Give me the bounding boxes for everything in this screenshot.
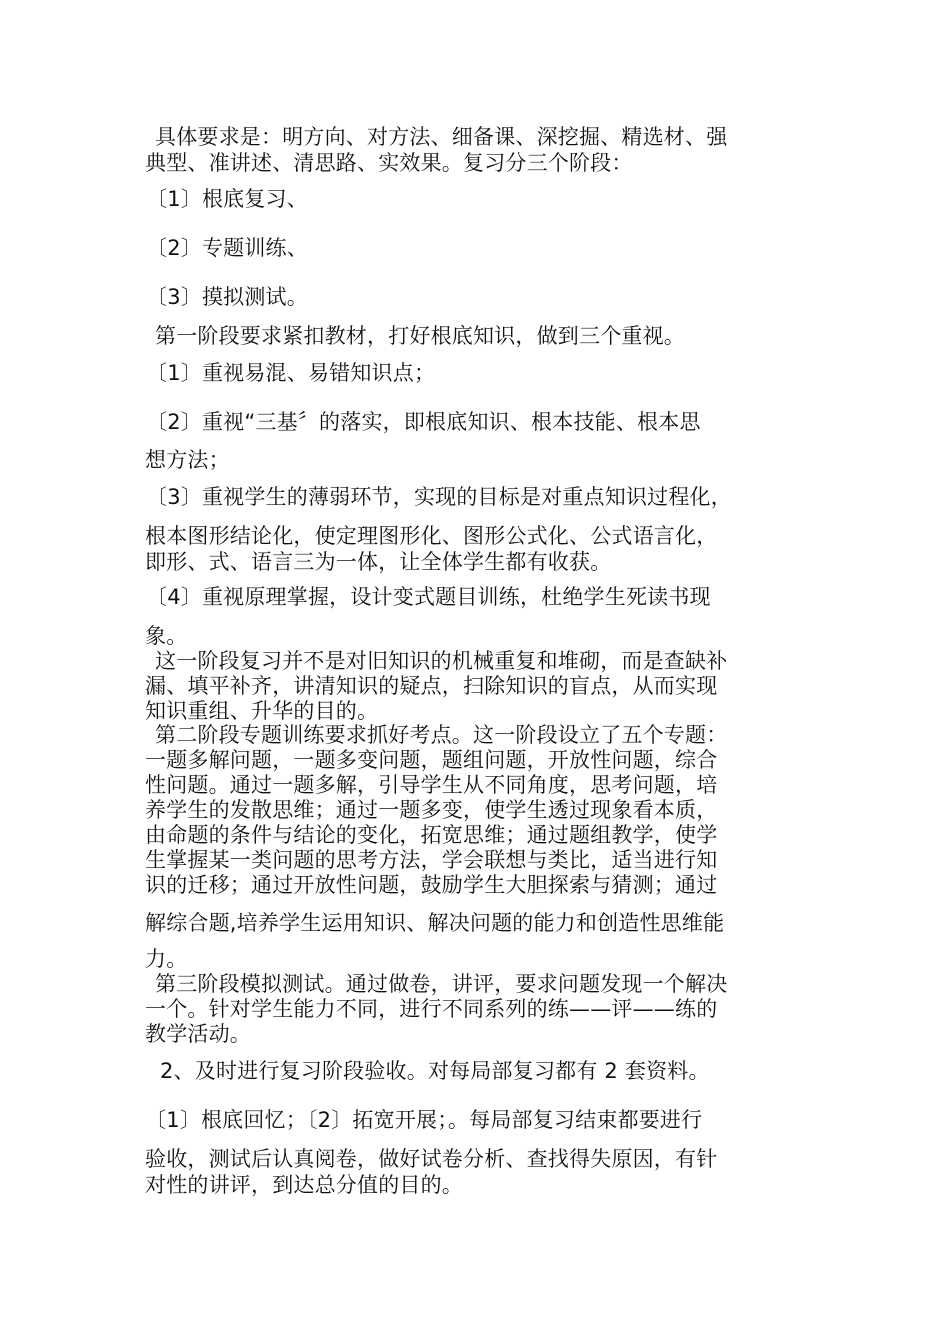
text-line: 识的迁移；通过开放性问题，鼓励学生大胆探索与猜测；通过 <box>145 873 718 897</box>
text-line: 解综合题,培养学生运用知识、解决问题的能力和创造性思维能 <box>145 911 725 935</box>
list-item: 〔4〕重视原理掌握，设计变式题目训练，杜绝学生死读书现 <box>146 585 711 609</box>
list-item: 〔1〕重视易混、易错知识点； <box>146 361 436 385</box>
text-line: 根本图形结论化，使定理图形化、图形公式化、公式语言化， <box>145 524 718 548</box>
text-line: 生掌握某一类问题的思考方法，学会联想与类比，适当进行知 <box>145 848 718 872</box>
text-line: 想方法； <box>145 448 230 472</box>
text-line: 象。 <box>145 624 188 648</box>
text-line: 具体要求是：明方向、对方法、细备课、深挖掘、精选材、强 <box>155 125 728 149</box>
text-line: 一个。针对学生能力不同，进行不同系列的练——评——练的 <box>145 997 718 1021</box>
list-item: 〔1〕根底复习、 <box>146 187 308 211</box>
list-item: 〔3〕摸拟测试。 <box>146 285 308 309</box>
text-line: 力。 <box>145 947 188 971</box>
text-line: 一题多解问题，一题多变问题，题组问题，开放性问题，综合 <box>145 748 718 772</box>
text-line: 第一阶段要求紧扣教材，打好根底知识，做到三个重视。 <box>155 324 685 348</box>
text-line: 性问题。通过一题多解，引导学生从不同角度，思考问题，培 <box>145 773 718 797</box>
text-line: 验收，测试后认真阅卷，做好试卷分析、查找得失原因，有针 <box>145 1147 718 1171</box>
list-item: 〔2〕重视“三基〞的落实，即根底知识、根本技能、根本思 <box>146 410 701 434</box>
text-line: 由命题的条件与结论的变化，拓宽思维；通过题组教学，使学 <box>145 823 718 847</box>
text-line: 知识重组、升华的目的。 <box>145 699 379 723</box>
text-line: 第三阶段模拟测试。通过做卷，讲评，要求问题发现一个解决 <box>155 972 728 996</box>
text-line: 〔1〕根底回忆；〔2〕拓宽开展；。每局部复习结束都要进行 <box>145 1108 703 1132</box>
text-line: 漏、填平补齐，讲清知识的疑点，扫除知识的盲点，从而实现 <box>145 674 718 698</box>
text-line: 教学活动。 <box>145 1022 251 1046</box>
text-line: 这一阶段复习并不是对旧知识的机械重复和堆砌，而是查缺补 <box>155 649 728 673</box>
text-line: 第二阶段专题训练要求抓好考点。这一阶段设立了五个专题： <box>155 723 728 747</box>
text-line: 对性的讲评，到达总分值的目的。 <box>145 1173 463 1197</box>
list-item: 〔2〕专题训练、 <box>146 236 308 260</box>
text-line: 典型、准讲述、清思路、实效果。复习分三个阶段： <box>145 151 633 175</box>
text-line: 即形、式、语言三为一体，让全体学生都有收获。 <box>145 550 612 574</box>
list-item: 〔3〕重视学生的薄弱环节，实现的目标是对重点知识过程化， <box>146 485 732 509</box>
text-line: 2、及时进行复习阶段验收。对每局部复习都有 2 套资料。 <box>160 1059 710 1083</box>
text-line: 养学生的发散思维；通过一题多变，使学生透过现象看本质， <box>145 798 718 822</box>
